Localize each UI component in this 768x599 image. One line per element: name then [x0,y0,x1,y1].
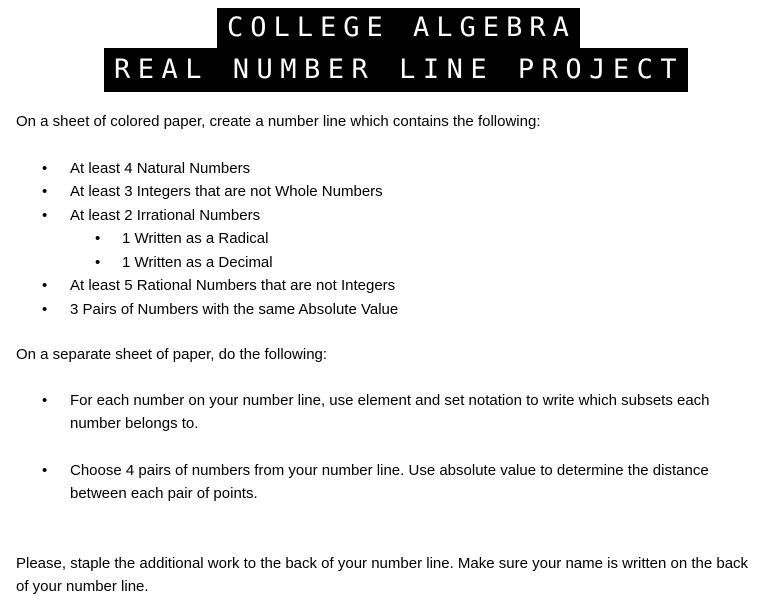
irrational-sublist [70,227,756,274]
list-item: • At least 4 Natural Numbers [16,157,756,181]
list-item: • For each number on your number line, use element and set notation to write which subsets each number belongs to. [16,389,756,436]
requirements-list [16,157,756,322]
tasks-list [16,389,756,506]
list-item: • 1 Written as a Radical [70,227,756,251]
closing-paragraph: Please, staple the additional work to the back of your number line. Make sure your name is written on the back of your number line. [16,554,749,595]
document-body [16,110,756,599]
list-item: • 1 Written as a Decimal [70,251,756,275]
title-line-1: COLLEGE ALGEBRA [217,8,580,48]
separate-sheet-intro: On a separate sheet of paper, do the following: [16,346,328,363]
list-item: • At least 3 Integers that are not Whole Numbers [16,180,756,204]
list-item: • Choose 4 pairs of numbers from your number line. Use absolute value to determine the distance between each pair of points. [16,459,756,506]
intro-paragraph: On a sheet of colored paper, create a number line which contains the following: [16,113,541,130]
list-item: • 3 Pairs of Numbers with the same Absolute Value [16,298,756,322]
title-line-2: REAL NUMBER LINE PROJECT [104,48,688,92]
list-item: • At least 5 Rational Numbers that are not Integers [16,274,756,298]
list-item: • At least 2 Irrational Numbers • 1 Written as a Radical • 1 Written as a Decimal [16,204,756,275]
